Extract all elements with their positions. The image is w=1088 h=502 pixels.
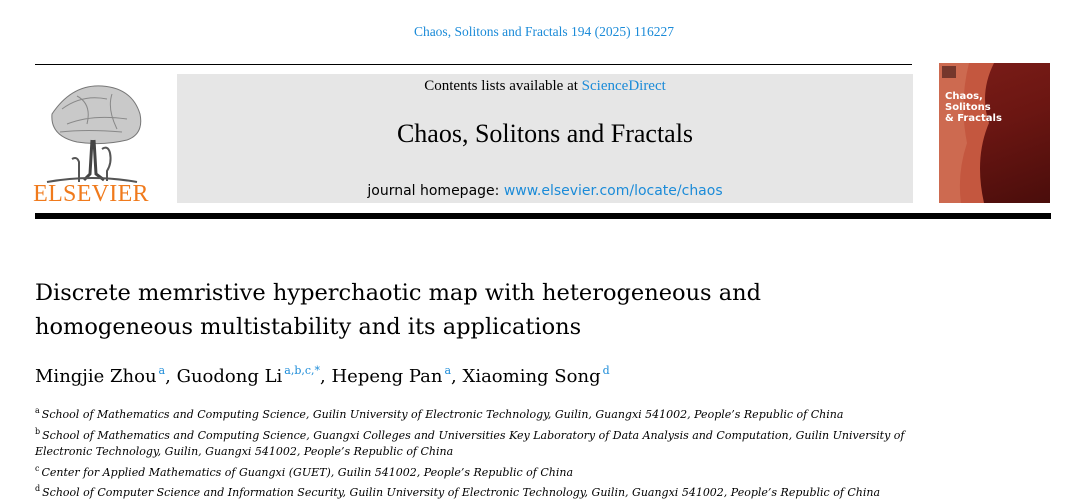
author-affiliation-mark[interactable]: a [158, 364, 166, 377]
author-name[interactable]: Hepeng Pan [331, 366, 443, 387]
affiliation-item [35, 403, 915, 424]
cover-title [945, 91, 1002, 124]
homepage-prefix: journal homepage: [367, 183, 504, 199]
contents-line [177, 76, 913, 96]
author-affiliation-mark[interactable]: a [444, 364, 452, 377]
cover-title-line: Chaos, [945, 91, 983, 102]
affiliation-mark: b [35, 426, 41, 436]
author-separator: , [451, 366, 463, 387]
title-line-2: homogeneous multistability and its applications [35, 314, 582, 340]
affiliation-mark: d [35, 484, 41, 493]
author-separator: , [320, 366, 332, 387]
author-name[interactable]: Guodong Li [176, 366, 283, 387]
affiliation-text: School of Mathematics and Computing Science, Guangxi Colleges and Universities Key Laboratory of Data Analysis and Computation, Guilin University of Electronic Technology, Guilin, Guangxi 541002, People’s Republic of China [35, 428, 905, 458]
affiliation-mark: a [35, 406, 40, 415]
author-name[interactable]: Mingjie Zhou [35, 366, 157, 387]
affiliation-text: Center for Applied Mathematics of Guangxi (GUET), Guilin 541002, People’s Republic of China [41, 465, 574, 479]
sciencedirect-link[interactable]: ScienceDirect [581, 78, 666, 94]
author-list [35, 364, 610, 387]
cover-title-line: & Fractals [945, 113, 1002, 124]
journal-banner [177, 74, 913, 203]
cover-texture [939, 63, 1050, 203]
affiliation-text: School of Mathematics and Computing Science, Guilin University of Electronic Technology, Guilin, Guangxi 541002, People’s Republic of China [41, 408, 844, 421]
affiliation-item [35, 481, 915, 502]
author-affiliation-mark[interactable]: a,b,c,* [284, 364, 321, 377]
author-name[interactable]: Xiaoming Song [462, 366, 601, 387]
affiliation-text: School of Computer Science and Information Security, Guilin University of Electronic Technology, Guilin, Guangxi 541002, People’s Republic of China [42, 486, 881, 499]
affiliation-item [35, 461, 915, 482]
affiliation-mark: c [35, 463, 40, 473]
title-line-1: Discrete memristive hyperchaotic map with heterogeneous and [35, 280, 762, 306]
homepage-line [177, 183, 913, 199]
homepage-link[interactable]: www.elsevier.com/locate/chaos [503, 183, 723, 199]
elsevier-wordmark: ELSEVIER [33, 181, 149, 207]
section-rule [35, 213, 1051, 219]
journal-title: Chaos, Solitons and Fractals [396, 119, 694, 148]
journal-citation-link[interactable]: Chaos, Solitons and Fractals 194 (2025) 116227 [413, 24, 675, 39]
author-affiliation-mark[interactable]: d [602, 364, 610, 377]
author-separator: , [165, 366, 177, 387]
contents-prefix: Contents lists available at [424, 78, 582, 94]
header-rule [35, 64, 912, 65]
journal-cover-image[interactable] [939, 63, 1050, 203]
cover-title-line: Solitons [945, 102, 991, 113]
affiliation-item [35, 424, 915, 461]
article-title [35, 276, 895, 344]
affiliation-list [35, 403, 915, 502]
